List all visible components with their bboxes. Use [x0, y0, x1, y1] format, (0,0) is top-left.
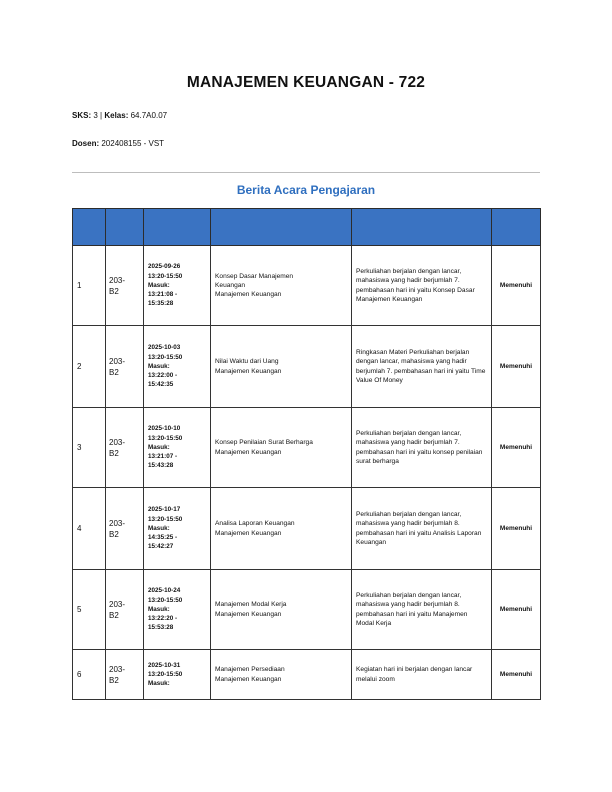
- status-label: Memenuhi: [492, 408, 541, 488]
- row-number: 6: [73, 650, 106, 700]
- table-header-cell: [492, 209, 541, 246]
- session-notes: Kegiatan hari ini berjalan dengan lancar melalui zoom: [352, 650, 492, 700]
- table-header-cell: [106, 209, 144, 246]
- table-header-cell: [211, 209, 352, 246]
- table-row: [73, 326, 541, 408]
- status-label: Memenuhi: [492, 246, 541, 326]
- course-meta: SKS: 3 | Kelas: 64.7A0.07: [72, 111, 168, 120]
- session-notes: Perkuliahan berjalan dengan lancar, mahasiswa yang hadir berjumlah 8. pembahasan hari ini yaitu Manajemen Modal Kerja: [352, 570, 492, 650]
- session-time: 2025-09-26 13:20-15:50 Masuk: 13:21:08 - 15:35:28: [144, 246, 211, 326]
- kelas-label: Kelas:: [104, 111, 129, 120]
- table-row: [73, 488, 541, 570]
- session-notes: Perkuliahan berjalan dengan lancar, mahasiswa yang hadir berjumlah 7. pembahasan hari ini yaitu konsep penilaian surat berharga: [352, 408, 492, 488]
- session-time: 2025-10-24 13:20-15:50 Masuk: 13:22:20 - 15:53:28: [144, 570, 211, 650]
- divider: [72, 172, 540, 173]
- section-title: Berita Acara Pengajaran: [236, 183, 376, 197]
- dosen-value: 202408155 - VST: [101, 139, 165, 148]
- session-time: 2025-10-17 13:20-15:50 Masuk: 14:35:25 - 15:42:27: [144, 488, 211, 570]
- document-title: MANAJEMEN KEUANGAN - 722: [186, 74, 426, 91]
- table-header-cell: [73, 209, 106, 246]
- session-time: 2025-10-31 13:20-15:50 Masuk:: [144, 650, 211, 700]
- row-number: 1: [73, 246, 106, 326]
- status-label: Memenuhi: [492, 488, 541, 570]
- session-time: 2025-10-03 13:20-15:50 Masuk: 13:22:00 - 15:42:35: [144, 326, 211, 408]
- status-label: Memenuhi: [492, 326, 541, 408]
- row-number: 5: [73, 570, 106, 650]
- row-number: 4: [73, 488, 106, 570]
- kelas-value: 64.7A0.07: [130, 111, 168, 120]
- table-row: [73, 570, 541, 650]
- session-topic: Manajemen Modal Kerja Manajemen Keuangan: [211, 570, 352, 650]
- table-body: [73, 246, 541, 700]
- table-header-cell: [144, 209, 211, 246]
- teaching-log-table: [72, 208, 541, 700]
- room-code: 203- B2: [106, 488, 144, 570]
- session-time: 2025-10-10 13:20-15:50 Masuk: 13:21:07 - 15:43:28: [144, 408, 211, 488]
- session-topic: Manajemen Persediaan Manajemen Keuangan: [211, 650, 352, 700]
- room-code: 203- B2: [106, 246, 144, 326]
- sks-label: SKS:: [72, 111, 92, 120]
- table-row: [73, 408, 541, 488]
- lecturer-meta: [72, 139, 164, 148]
- session-notes: Ringkasan Materi Perkuliahan berjalan dengan lancar, mahasiswa yang hadir berjumlah 7. pembahasan hari ini yaitu Time Value Of Money: [352, 326, 492, 408]
- room-code: 203- B2: [106, 326, 144, 408]
- session-notes: Perkuliahan berjalan dengan lancar, mahasiswa yang hadir berjumlah 8. pembahasan hari ini yaitu Analisis Laporan Keuangan: [352, 488, 492, 570]
- session-topic: Nilai Waktu dari Uang Manajemen Keuangan: [211, 326, 352, 408]
- table-row: [73, 246, 541, 326]
- table-row: [73, 650, 541, 700]
- session-topic: Analisa Laporan Keuangan Manajemen Keuangan: [211, 488, 352, 570]
- room-code: 203- B2: [106, 570, 144, 650]
- status-label: Memenuhi: [492, 650, 541, 700]
- session-notes: Perkuliahan berjalan dengan lancar, mahasiswa yang hadir berjumlah 7. pembahasan hari ini yaitu Konsep Dasar Manajemen Keuangan: [352, 246, 492, 326]
- status-label: Memenuhi: [492, 570, 541, 650]
- table-header-row: [73, 209, 541, 246]
- room-code: 203- B2: [106, 650, 144, 700]
- row-number: 3: [73, 408, 106, 488]
- row-number: 2: [73, 326, 106, 408]
- sks-value: 3: [93, 111, 98, 120]
- dosen-label: Dosen:: [72, 139, 100, 148]
- session-topic: Konsep Penilaian Surat Berharga Manajemen Keuangan: [211, 408, 352, 488]
- table-header-cell: [352, 209, 492, 246]
- room-code: 203- B2: [106, 408, 144, 488]
- session-topic: Konsep Dasar Manajemen Keuangan Manajemen Keuangan: [211, 246, 352, 326]
